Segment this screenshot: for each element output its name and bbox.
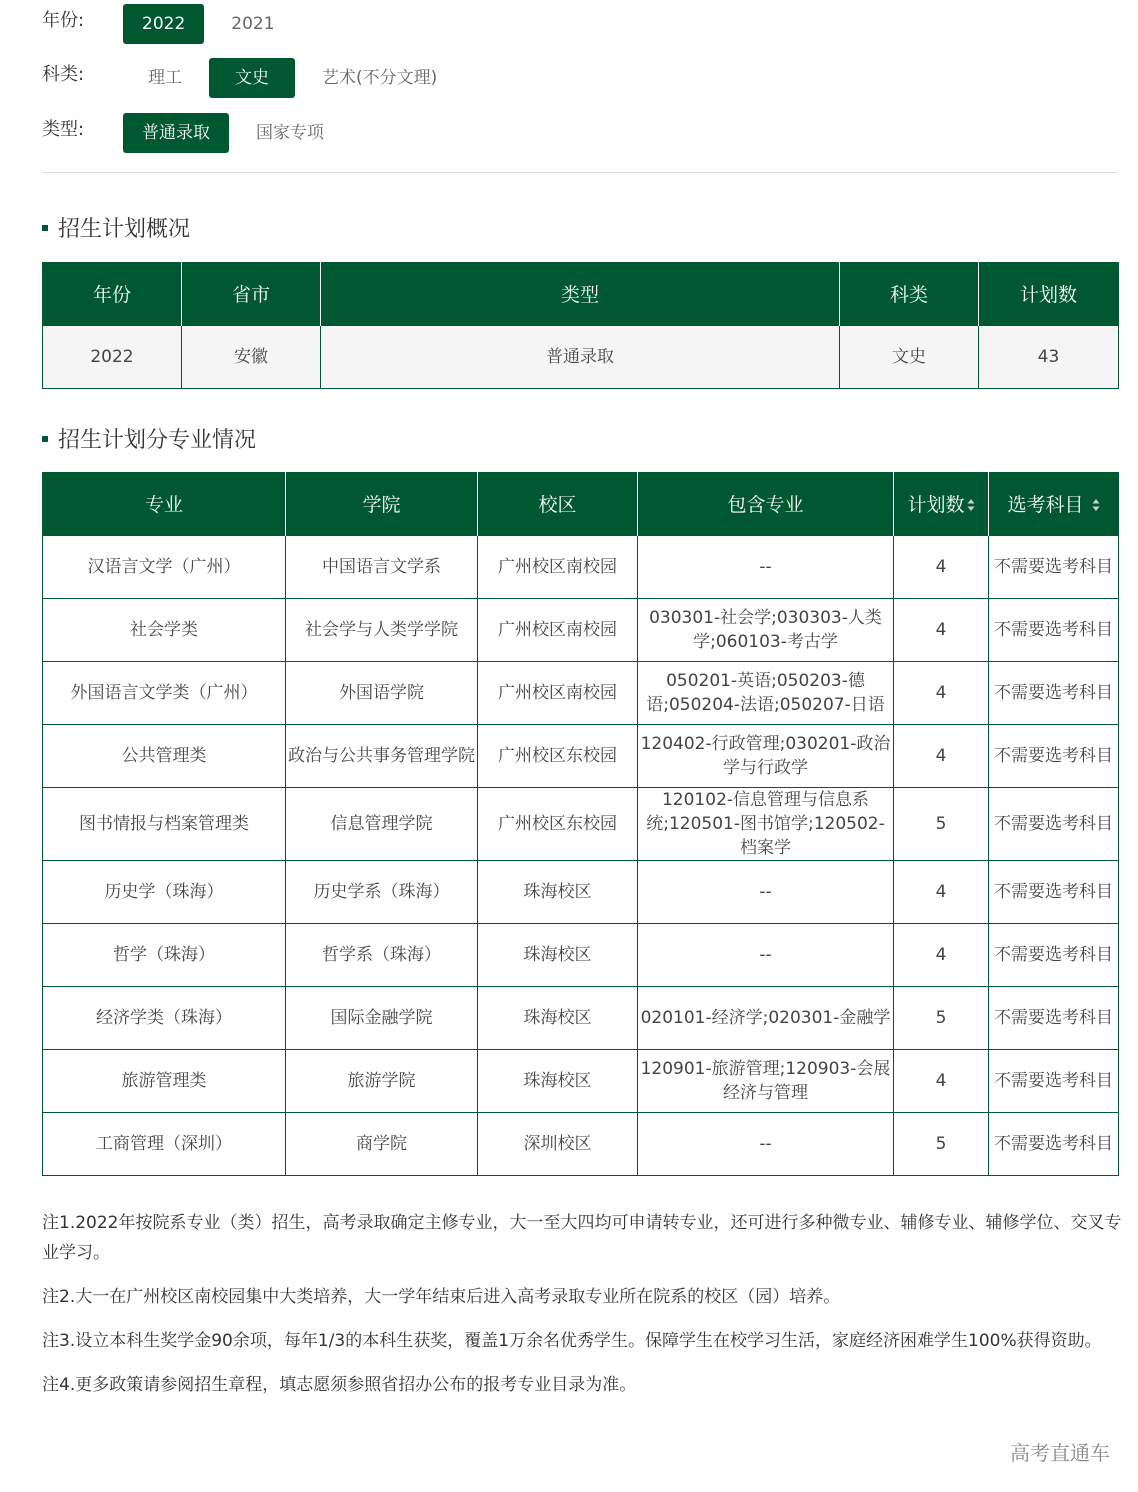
cell-major: 哲学（珠海） bbox=[43, 923, 286, 986]
cell-subjects: 不需要选考科目 bbox=[989, 661, 1119, 724]
cell-major: 公共管理类 bbox=[43, 724, 286, 787]
cell-included-majors: 120901-旅游管理;120903-会展经济与管理 bbox=[638, 1049, 894, 1112]
cell-college: 中国语言文学系 bbox=[286, 535, 478, 598]
cell-college: 哲学系（珠海） bbox=[286, 923, 478, 986]
filter-year-2021[interactable]: 2021 bbox=[231, 14, 275, 34]
cell-college: 历史学系（珠海） bbox=[286, 860, 478, 923]
cell-college: 旅游学院 bbox=[286, 1049, 478, 1112]
col-header-campus: 校区 bbox=[478, 472, 638, 535]
cell-college: 信息管理学院 bbox=[286, 787, 478, 860]
table-row bbox=[43, 724, 1119, 787]
cell-plan: 4 bbox=[894, 535, 989, 598]
note-1: 注1.2022年按院系专业（类）招生，高考录取确定主修专业，大一至大四均可申请转专业，还可进行多种微专业、辅修专业、辅修学位、交叉专业学习。 bbox=[42, 1213, 1122, 1263]
col-header-year: 年份 bbox=[43, 262, 182, 325]
col-header-subjects-sortable[interactable] bbox=[989, 472, 1119, 535]
cell-year: 2022 bbox=[43, 325, 182, 388]
col-header-major: 专业 bbox=[43, 472, 286, 535]
cell-province: 安徽 bbox=[182, 325, 321, 388]
cell-type: 普通录取 bbox=[321, 325, 840, 388]
cell-included-majors: -- bbox=[638, 1112, 894, 1175]
cell-plan: 43 bbox=[979, 325, 1119, 388]
filter-type-label: 类型: bbox=[42, 119, 85, 140]
table-row bbox=[43, 923, 1119, 986]
majors-title bbox=[42, 423, 256, 454]
cell-college: 政治与公共事务管理学院 bbox=[286, 724, 478, 787]
cell-plan: 5 bbox=[894, 787, 989, 860]
cell-subjects: 不需要选考科目 bbox=[989, 535, 1119, 598]
filter-subject-arts[interactable]: 艺术(不分文理) bbox=[322, 68, 438, 88]
cell-included-majors: 120402-行政管理;030201-政治学与行政学 bbox=[638, 724, 894, 787]
overview-title bbox=[42, 212, 190, 243]
cell-included-majors: -- bbox=[638, 535, 894, 598]
majors-table bbox=[42, 472, 1119, 1176]
cell-college: 外国语学院 bbox=[286, 661, 478, 724]
cell-campus: 广州校区南校园 bbox=[478, 661, 638, 724]
sort-icon[interactable] bbox=[1092, 498, 1100, 512]
cell-plan: 4 bbox=[894, 598, 989, 661]
cell-included-majors: -- bbox=[638, 923, 894, 986]
cell-major: 旅游管理类 bbox=[43, 1049, 286, 1112]
col-header-type: 类型 bbox=[321, 262, 840, 325]
notes bbox=[42, 1208, 1122, 1414]
table-row bbox=[43, 661, 1119, 724]
col-header-plan-sortable[interactable] bbox=[894, 472, 989, 535]
filter-subject-science[interactable]: 理工 bbox=[148, 68, 182, 88]
sort-icon[interactable] bbox=[967, 498, 975, 512]
cell-campus: 珠海校区 bbox=[478, 923, 638, 986]
cell-subjects: 不需要选考科目 bbox=[989, 923, 1119, 986]
cell-plan: 5 bbox=[894, 1112, 989, 1175]
bullet-icon bbox=[42, 436, 48, 442]
table-row bbox=[43, 860, 1119, 923]
cell-subjects: 不需要选考科目 bbox=[989, 860, 1119, 923]
col-header-subjects-label: 选考科目 bbox=[1007, 493, 1084, 516]
cell-campus: 珠海校区 bbox=[478, 860, 638, 923]
cell-plan: 4 bbox=[894, 923, 989, 986]
note-3: 注3.设立本科生奖学金90余项，每年1/3的本科生获奖，覆盖1万余名优秀学生。保障学生在校学习生活，家庭经济困难学生100%获得资助。 bbox=[42, 1331, 1102, 1351]
cell-subjects: 不需要选考科目 bbox=[989, 986, 1119, 1049]
cell-subjects: 不需要选考科目 bbox=[989, 724, 1119, 787]
col-header-included-majors: 包含专业 bbox=[638, 472, 894, 535]
cell-campus: 广州校区东校园 bbox=[478, 787, 638, 860]
cell-college: 国际金融学院 bbox=[286, 986, 478, 1049]
col-header-subject: 科类 bbox=[840, 262, 979, 325]
table-row bbox=[43, 535, 1119, 598]
cell-included-majors: 030301-社会学;030303-人类学;060103-考古学 bbox=[638, 598, 894, 661]
cell-campus: 深圳校区 bbox=[478, 1112, 638, 1175]
cell-major: 汉语言文学（广州） bbox=[43, 535, 286, 598]
cell-campus: 广州校区南校园 bbox=[478, 535, 638, 598]
cell-college: 商学院 bbox=[286, 1112, 478, 1175]
table-row bbox=[43, 1112, 1119, 1175]
cell-plan: 4 bbox=[894, 860, 989, 923]
filter-subject-label: 科类: bbox=[42, 64, 85, 85]
col-header-college: 学院 bbox=[286, 472, 478, 535]
col-header-plan: 计划数 bbox=[979, 262, 1119, 325]
table-row bbox=[43, 787, 1119, 860]
filter-subject bbox=[42, 58, 464, 98]
cell-campus: 珠海校区 bbox=[478, 986, 638, 1049]
note-4: 注4.更多政策请参阅招生章程，填志愿须参照省招办公布的报考专业目录为准。 bbox=[42, 1375, 637, 1395]
cell-subjects: 不需要选考科目 bbox=[989, 1112, 1119, 1175]
cell-major: 外国语言文学类（广州） bbox=[43, 661, 286, 724]
cell-major: 历史学（珠海） bbox=[43, 860, 286, 923]
filter-year-2022[interactable]: 2022 bbox=[123, 4, 204, 44]
cell-major: 图书情报与档案管理类 bbox=[43, 787, 286, 860]
col-header-plan-label: 计划数 bbox=[907, 493, 965, 516]
cell-campus: 广州校区东校园 bbox=[478, 724, 638, 787]
cell-included-majors: 020101-经济学;020301-金融学 bbox=[638, 986, 894, 1049]
filter-type-regular[interactable]: 普通录取 bbox=[123, 113, 229, 153]
cell-major: 社会学类 bbox=[43, 598, 286, 661]
cell-included-majors: 120102-信息管理与信息系统;120501-图书馆学;120502-档案学 bbox=[638, 787, 894, 860]
overview-title-text: 招生计划概况 bbox=[58, 217, 191, 242]
cell-plan: 4 bbox=[894, 724, 989, 787]
watermark: 高考直通车 bbox=[1010, 1441, 1110, 1465]
majors-title-text: 招生计划分专业情况 bbox=[58, 428, 257, 453]
cell-plan: 5 bbox=[894, 986, 989, 1049]
filter-subject-liberal-arts[interactable]: 文史 bbox=[209, 58, 295, 98]
cell-subject: 文史 bbox=[840, 325, 979, 388]
cell-campus: 珠海校区 bbox=[478, 1049, 638, 1112]
filter-type bbox=[42, 113, 351, 153]
overview-table bbox=[42, 262, 1119, 389]
bullet-icon bbox=[42, 225, 48, 231]
filter-year-label: 年份: bbox=[42, 10, 85, 31]
filter-type-national-special[interactable]: 国家专项 bbox=[256, 123, 324, 143]
divider bbox=[42, 172, 1117, 173]
cell-major: 工商管理（深圳） bbox=[43, 1112, 286, 1175]
cell-campus: 广州校区南校园 bbox=[478, 598, 638, 661]
table-row bbox=[43, 986, 1119, 1049]
cell-subjects: 不需要选考科目 bbox=[989, 1049, 1119, 1112]
cell-major: 经济学类（珠海） bbox=[43, 986, 286, 1049]
cell-subjects: 不需要选考科目 bbox=[989, 787, 1119, 860]
note-2: 注2.大一在广州校区南校园集中大类培养，大一学年结束后进入高考录取专业所在院系的校区（园）培养。 bbox=[42, 1287, 841, 1307]
cell-subjects: 不需要选考科目 bbox=[989, 598, 1119, 661]
table-row bbox=[43, 598, 1119, 661]
filter-year bbox=[42, 4, 302, 44]
cell-included-majors: -- bbox=[638, 860, 894, 923]
table-row bbox=[43, 1049, 1119, 1112]
cell-college: 社会学与人类学学院 bbox=[286, 598, 478, 661]
cell-plan: 4 bbox=[894, 661, 989, 724]
cell-plan: 4 bbox=[894, 1049, 989, 1112]
cell-included-majors: 050201-英语;050203-德语;050204-法语;050207-日语 bbox=[638, 661, 894, 724]
col-header-province: 省市 bbox=[182, 262, 321, 325]
table-row bbox=[43, 325, 1119, 388]
